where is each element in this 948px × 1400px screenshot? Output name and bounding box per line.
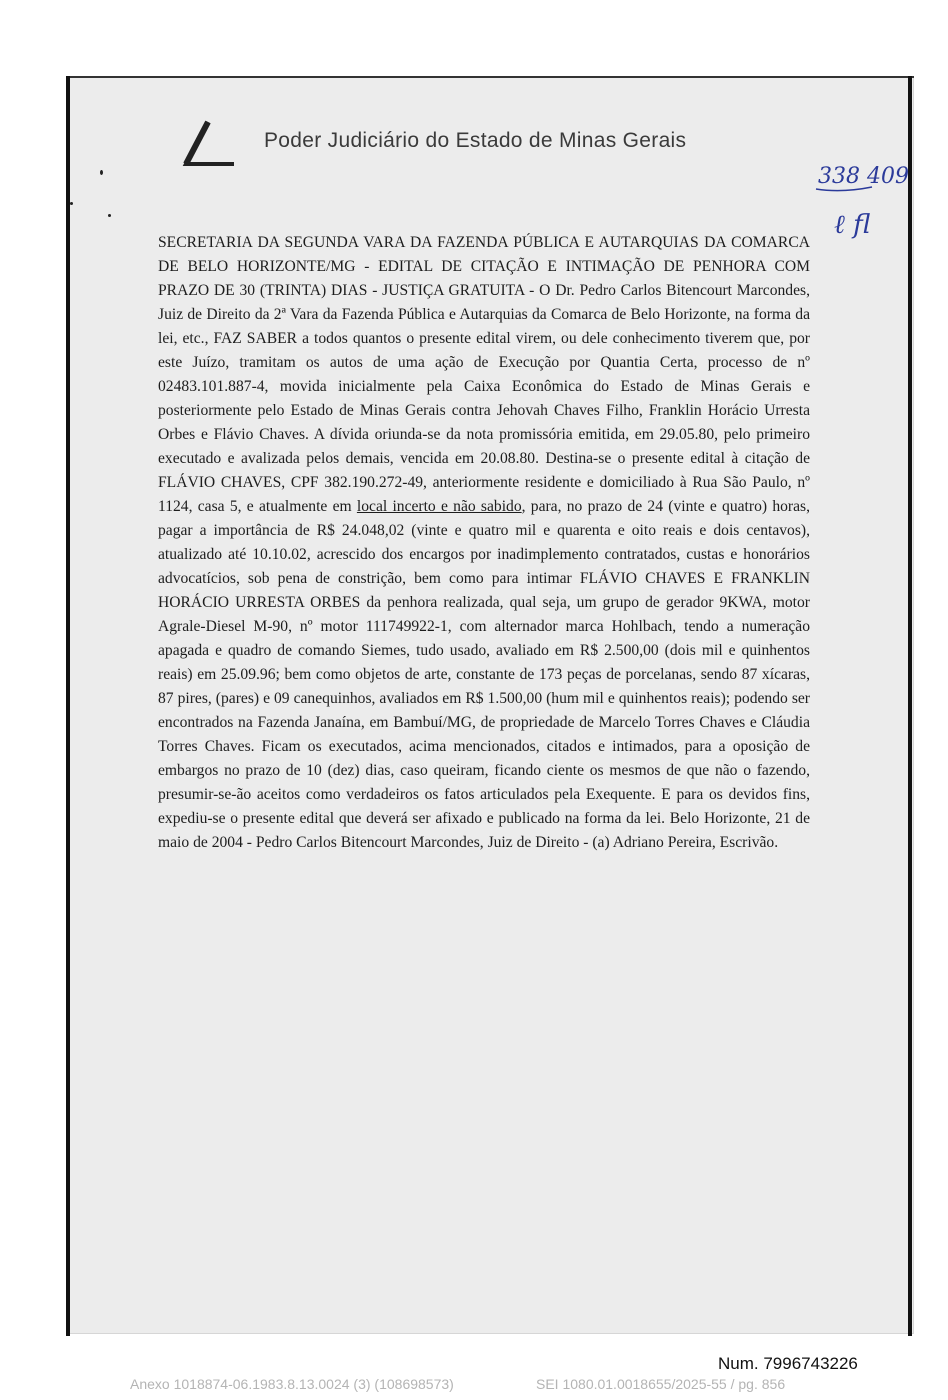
document-number: Num. 7996743226 xyxy=(718,1354,858,1373)
scan-speck xyxy=(100,170,103,175)
scan-edge-left xyxy=(66,76,70,1336)
scan-edge-top xyxy=(66,76,914,78)
tribunal-logo-icon xyxy=(178,118,238,170)
edital-text xyxy=(158,231,810,855)
edital-text-part1: SECRETARIA DA SEGUNDA VARA DA FAZENDA PÚBLICA E AUTARQUIAS DA COMARCA DE BELO HORIZONTE/MG - EDITAL DE CITAÇÃO E INTIMAÇÃO DE PENHORA COM PRAZO DE 30 (TRINTA) DIAS - JUSTIÇA GRATUITA - O Dr. Pedro Carlos Bitencourt Marcondes, Juiz de Direito da 2ª Vara da Fazenda Pública e Autarquias da Comarca de Belo Horizonte, na forma da lei, etc., FAZ SABER a todos quantos o presente edital virem, ou dele conhecimento tiverem que, por este Juízo, tramitam os autos de uma ação de Execução por Quantia Certa, processo de nº 02483.101.887-4, movida inicialmente pela Caixa Econômica do Estado de Minas Gerais e posteriormente pelo Estado de Minas Gerais contra Jehovah Chaves Filho, Franklin Horácio Urresta Orbes e Flávio Chaves. A dívida oriunda-se da nota promissória emitida, em 29.05.80, pelo primeiro executado e avalizada pelos demais, vencida em 20.08.80. Destina-se o presente edital à citação de FLÁVIO CHAVES, CPF 382.190.272-49, anteriormente residente e domiciliado à Rua São Paulo, nº 1124, casa 5, e atualmente em xyxy=(158,234,810,515)
scan-edge-right xyxy=(908,76,912,1336)
edital-text-part2: , para, no prazo de 24 (vinte e quatro) horas, pagar a importância de R$ 24.048,02 (vinte e quatro mil e quarenta e oito reais e dois centavos), atualizado até 10.10.02, acrescido dos encargos por inadimplemento contratados, custas e honorários advocatícios, sob pena de constrição, bem como para intimar FLÁVIO CHAVES E FRANKLIN HORÁCIO URRESTA ORBES da penhora realizada, qual seja, um grupo de gerador 9KWA, motor Agrale-Diesel M-90, nº motor 111749922-1, com alternador marca Hohlbach, tendo a numeração apagada e quadro de comando Siemes, tudo usado, avaliado em R$ 2.500,00 (dois mil e quinhentos reais) em 25.09.96; bem como objetos de arte, constante de 173 peças de porcelanas, sendo 87 xícaras, 87 pires, (pares) e 09 canequinhos, avaliados em R$ 1.500,00 (hum mil e quinhentos reais); podendo ser encontrados na Fazenda Janaína, em Bambuí/MG, de propriedade de Marcelo Torres Chaves e Cláudia Torres Chaves. Ficam os executados, acima mencionados, citados e intimados, para a oposição de embargos no prazo de 10 (dez) dias, caso queiram, ficando ciente os mesmos de que não o fazendo, presumir-se-ão aceitos como verdadeiros os fatos articulados pela Exequente. E para os devidos fins, expediu-se o presente edital que deverá ser afixado e publicado na forma da lei. Belo Horizonte, 21 de maio de 2004 - Pedro Carlos Bitencourt Marcondes, Juiz de Direito - (a) Adriano Pereira, Escrivão. xyxy=(158,498,810,851)
annotation-initials: ℓ fl xyxy=(834,210,871,240)
edital-text-underlined: local incerto e não sabido xyxy=(356,498,522,515)
annotation-page-numbers: 338 409 xyxy=(818,164,909,189)
scan-speck xyxy=(108,214,111,217)
footer-annex-reference: Anexo 1018874-06.1983.8.13.0024 (3) (108698573) xyxy=(130,1376,454,1392)
scan-speck xyxy=(70,202,73,205)
page-header-title: Poder Judiciário do Estado de Minas Gerais xyxy=(264,129,687,152)
footer-sei-reference: SEI 1080.01.0018655/2025-55 / pg. 856 xyxy=(536,1376,786,1392)
handwritten-annotation xyxy=(812,145,912,265)
